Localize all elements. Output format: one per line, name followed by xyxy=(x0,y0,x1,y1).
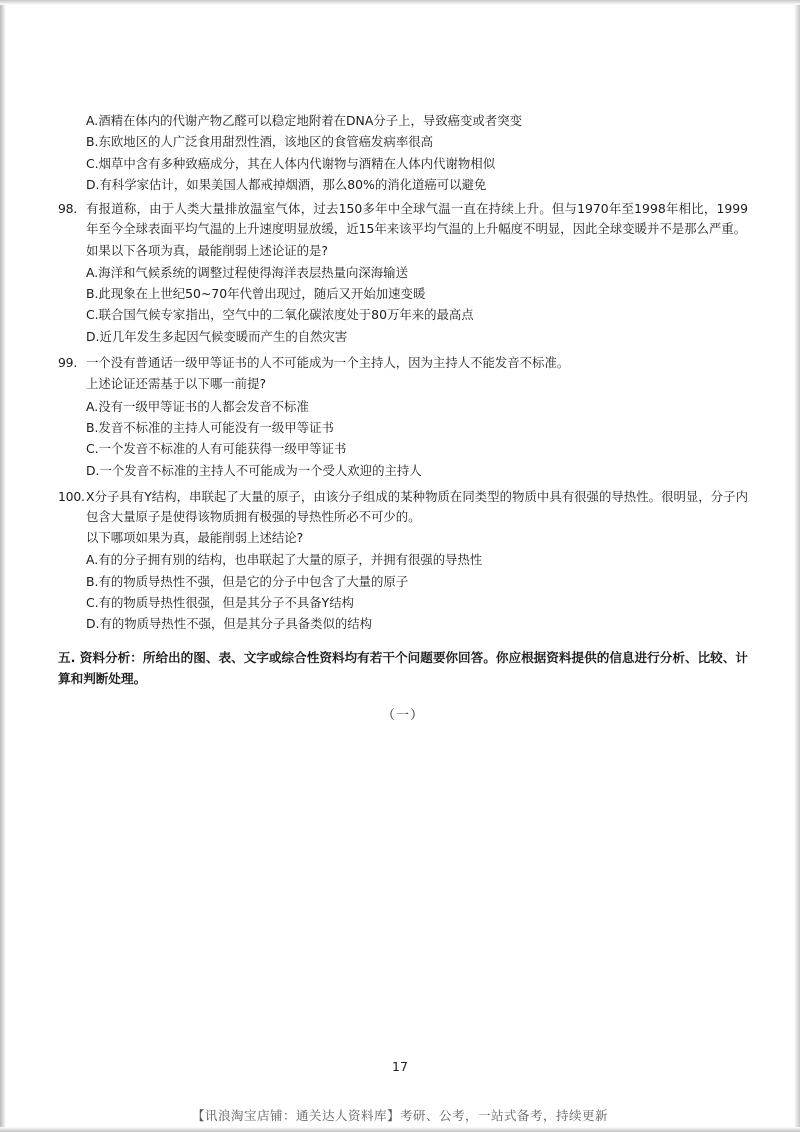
option-item: C.有的物质导热性很强，但是其分子不具备Y结构 xyxy=(86,595,354,611)
option-item: D.有的物质导热性不强，但是其分子具备类似的结构 xyxy=(86,616,373,632)
watermark-text: 【讯浪淘宝店铺：通关达人资料库】考研、公考，一站式备考，持续更新 xyxy=(191,1108,608,1123)
subsection-label: （一） xyxy=(381,707,424,723)
previous-question-options xyxy=(86,110,748,195)
option-item: A.酒精在体内的代谢产物乙醛可以稳定地附着在DNA分子上，导致癌变或者突变 xyxy=(86,113,522,128)
option-item: B.东欧地区的人广泛食用甜烈性酒，该地区的食管癌发病率很高 xyxy=(86,134,433,150)
option-item: A.没有一级甲等证书的人都会发音不标准 xyxy=(86,398,309,414)
question-block xyxy=(58,199,748,347)
question-stem: 一个没有普通话一级甲等证书的人不可能成为一个主持人，因为主持人不能发音不标准。 xyxy=(86,355,570,371)
question-stem-row xyxy=(58,199,748,239)
question-block xyxy=(58,353,748,481)
question-options xyxy=(86,262,748,347)
question-number: 98. xyxy=(58,201,78,217)
option-item: D.有科学家估计，如果美国人都戒掉烟酒，那么80%的消化道癌可以避免 xyxy=(86,176,487,192)
option-item: D.一个发音不标准的主持人不可能成为一个受人欢迎的主持人 xyxy=(86,462,422,478)
page-edge-right xyxy=(794,0,800,1132)
question-prompt: 上述论证还需基于以下哪一前提? xyxy=(86,376,267,392)
page-edge-top xyxy=(0,0,800,5)
option-item: A.有的分子拥有别的结构，也串联起了大量的原子，并拥有很强的导热性 xyxy=(86,552,483,568)
question-prompt: 如果以下各项为真，最能削弱上述论证的是? xyxy=(86,242,328,258)
question-options xyxy=(86,396,748,481)
option-item: B.发音不标准的主持人可能没有一级甲等证书 xyxy=(86,419,334,435)
option-item: D.近几年发生多起因气候变暖而产生的自然灾害 xyxy=(86,328,348,344)
page-number: 17 xyxy=(392,1059,408,1074)
question-number: 99. xyxy=(58,355,78,371)
option-item: B.此现象在上世纪50~70年代曾出现过，随后又开始加速变暖 xyxy=(86,286,426,302)
page-edge-bottom xyxy=(0,1127,800,1132)
question-stem: X分子具有Y结构，串联起了大量的原子，由该分子组成的某种物质在同类型的物质中具有很强的导热性。很明显，分子内包含大量原子是使得该物质拥有极强的导热性所必不可少的。 xyxy=(86,488,748,524)
document-content xyxy=(58,110,748,723)
option-item: C.一个发音不标准的人有可能获得一级甲等证书 xyxy=(86,441,347,457)
option-item: A.海洋和气候系统的调整过程使得海洋表层热量向深海输送 xyxy=(86,264,408,280)
section-heading: 五. 资料分析：所给出的图、表、文字或综合性资料均有若干个问题要你回答。你应根据资料提供的信息进行分析、比较、计算和判断处理。 xyxy=(58,649,748,687)
question-stem: 有报道称，由于人类大量排放温室气体，过去150多年中全球气温一直在持续上升。但与1970年至1998年相比，1999年至今全球表面平均气温的上升速度明显放缓，近15年来该平均气温的上升幅度不明显，因此全球变暖并不是那么严重。 xyxy=(86,201,748,237)
question-prompt: 以下哪项如果为真，最能削弱上述结论? xyxy=(86,530,304,546)
question-stem-row xyxy=(58,487,748,527)
question-stem-row xyxy=(58,353,748,373)
question-options xyxy=(86,549,748,634)
page-edge-left xyxy=(0,0,6,1132)
question-number: 100. xyxy=(58,488,85,504)
question-block xyxy=(58,487,748,635)
option-item: C.烟草中含有多种致癌成分，其在人体内代谢物与酒精在人体内代谢物相似 xyxy=(86,155,496,171)
option-item: C.联合国气候专家指出，空气中的二氧化碳浓度处于80万年来的最高点 xyxy=(86,307,474,323)
option-item: B.有的物质导热性不强，但是它的分子中包含了大量的原子 xyxy=(86,573,409,589)
